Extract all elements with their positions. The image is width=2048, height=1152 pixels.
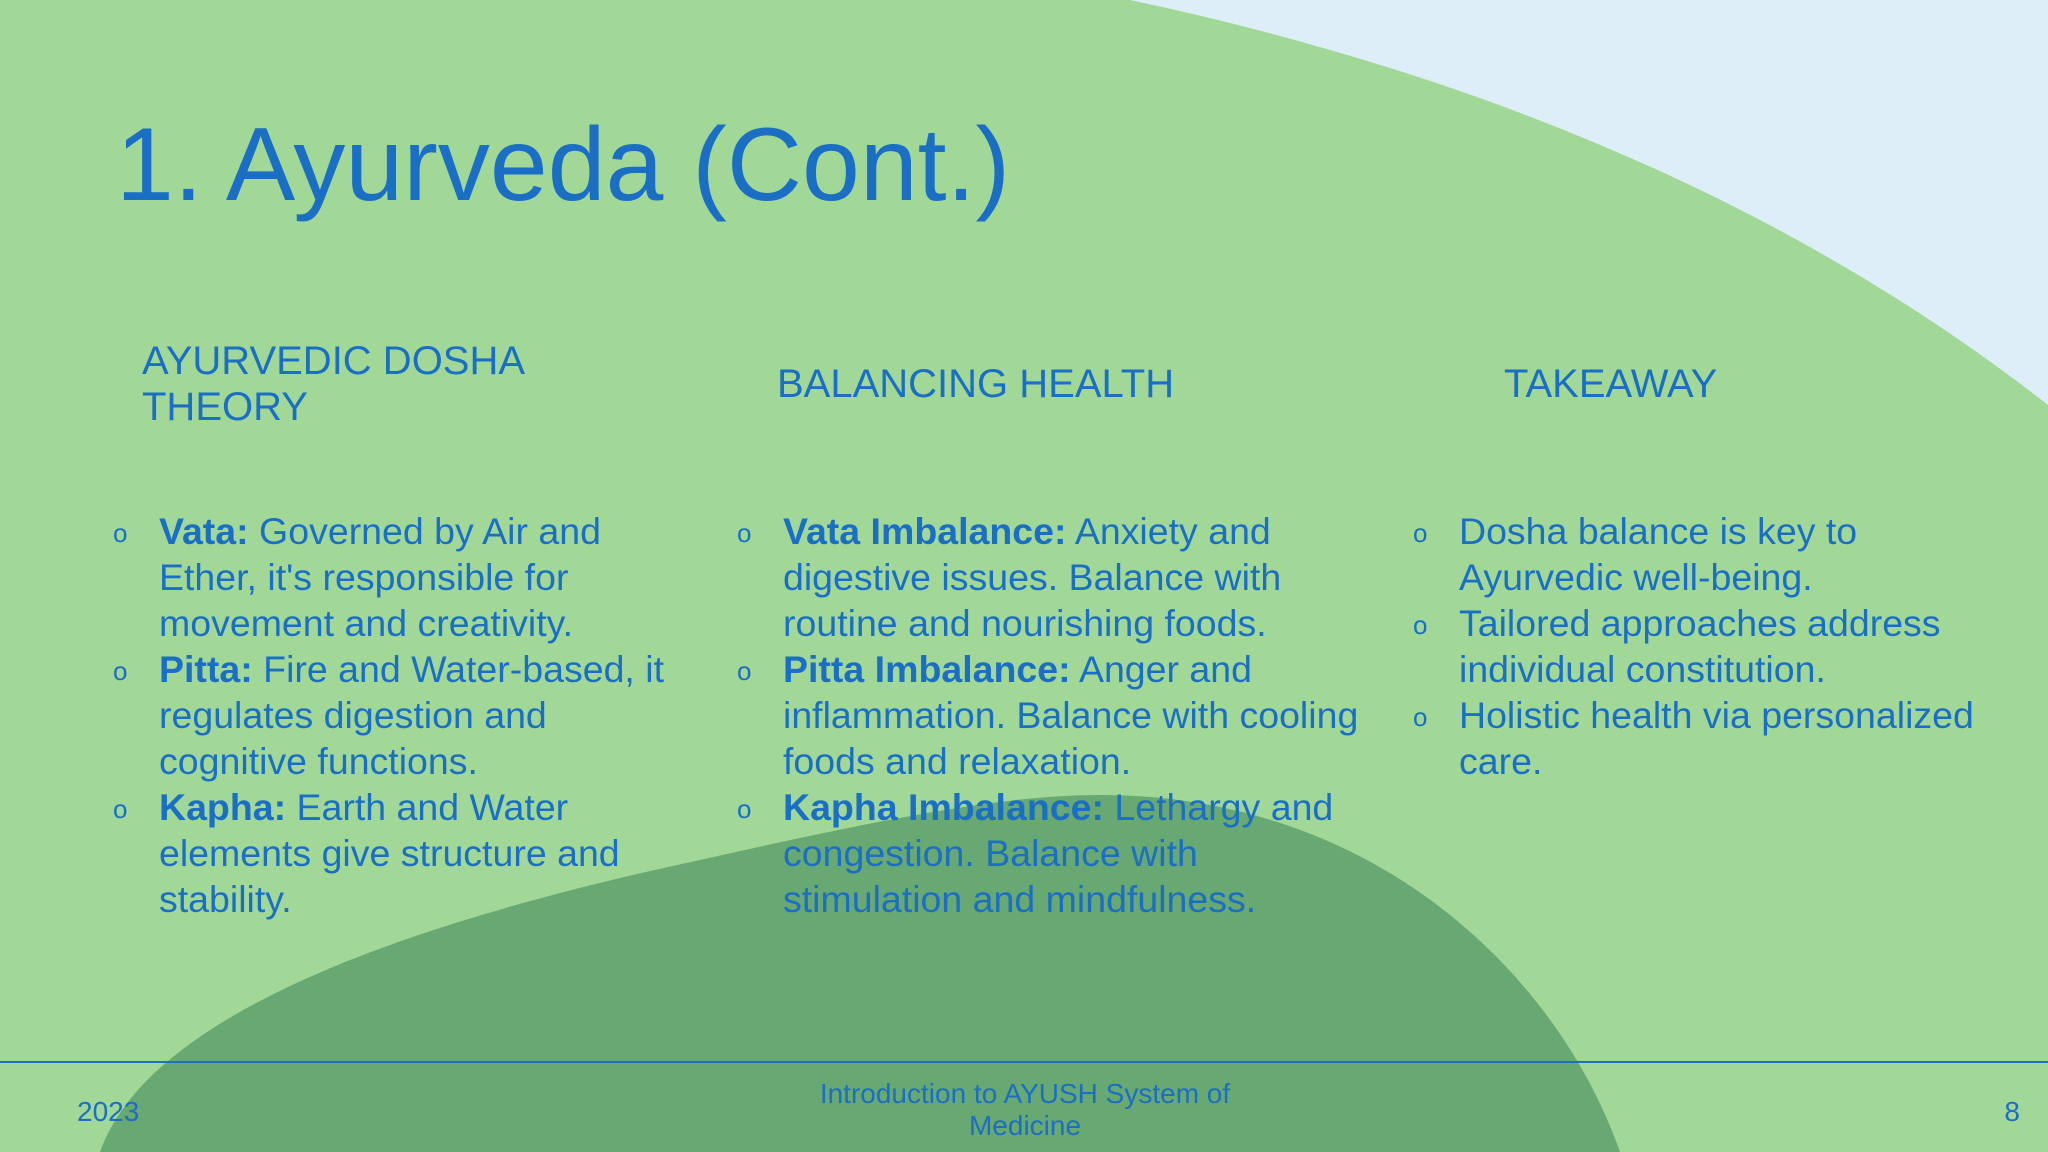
bullet-icon: o: [1413, 702, 1428, 732]
balancing-health-list: [737, 508, 1377, 922]
list-item: [113, 784, 673, 922]
bullet-icon: o: [737, 656, 752, 686]
list-item: [1413, 508, 1993, 600]
item-text: Holistic health via personalized care.: [1459, 694, 1974, 782]
column-heading-takeaway: TAKEAWAY: [1504, 362, 1718, 406]
list-item: [737, 784, 1377, 922]
item-term: Vata Imbalance:: [783, 510, 1067, 552]
list-item: [113, 508, 673, 646]
item-text: Dosha balance is key to Ayurvedic well-being.: [1459, 510, 1858, 598]
dosha-theory-list: [113, 508, 673, 922]
list-item: [113, 646, 673, 784]
bullet-icon: o: [1413, 518, 1428, 548]
item-text: Governed by Air and Ether, it's responsible for movement and creativity.: [159, 510, 601, 644]
bullet-icon: o: [113, 518, 128, 548]
item-text: Anxiety and digestive issues. Balance with routine and nourishing foods.: [783, 510, 1282, 644]
item-term: Pitta Imbalance:: [783, 648, 1071, 690]
item-text: Lethargy and congestion. Balance with stimulation and mindfulness.: [783, 786, 1334, 920]
item-text: Earth and Water elements give structure and stability.: [159, 786, 620, 920]
item-text: Tailored approaches address individual constitution.: [1459, 602, 1941, 690]
item-term: Kapha:: [159, 786, 287, 828]
bullet-icon: o: [1413, 610, 1428, 640]
slide-number: 8: [2004, 1096, 2020, 1127]
bullet-icon: o: [737, 518, 752, 548]
footer-presentation-title: Introduction to AYUSH System of Medicine: [819, 1078, 1231, 1141]
slide-title: 1. Ayurveda (Cont.): [116, 107, 1011, 223]
column-heading-dosha-theory: AYURVEDIC DOSHA THEORY: [142, 339, 523, 429]
list-item: [737, 646, 1377, 784]
item-term: Kapha Imbalance:: [783, 786, 1104, 828]
column-heading-balancing-health: BALANCING HEALTH: [777, 362, 1175, 406]
list-item: [1413, 692, 1993, 784]
list-item: [1413, 600, 1993, 692]
footer-year: 2023: [77, 1096, 140, 1127]
item-term: Pitta:: [159, 648, 253, 690]
item-text: Fire and Water-based, it regulates digestion and cognitive functions.: [159, 648, 665, 782]
item-text: Anger and inflammation. Balance with cooling foods and relaxation.: [783, 648, 1359, 782]
bullet-icon: o: [737, 794, 752, 824]
bullet-icon: o: [113, 656, 128, 686]
bullet-icon: o: [113, 794, 128, 824]
takeaway-list: [1413, 508, 1993, 784]
footer-divider: [0, 1061, 2048, 1063]
item-term: Vata:: [159, 510, 249, 552]
list-item: [737, 508, 1377, 646]
